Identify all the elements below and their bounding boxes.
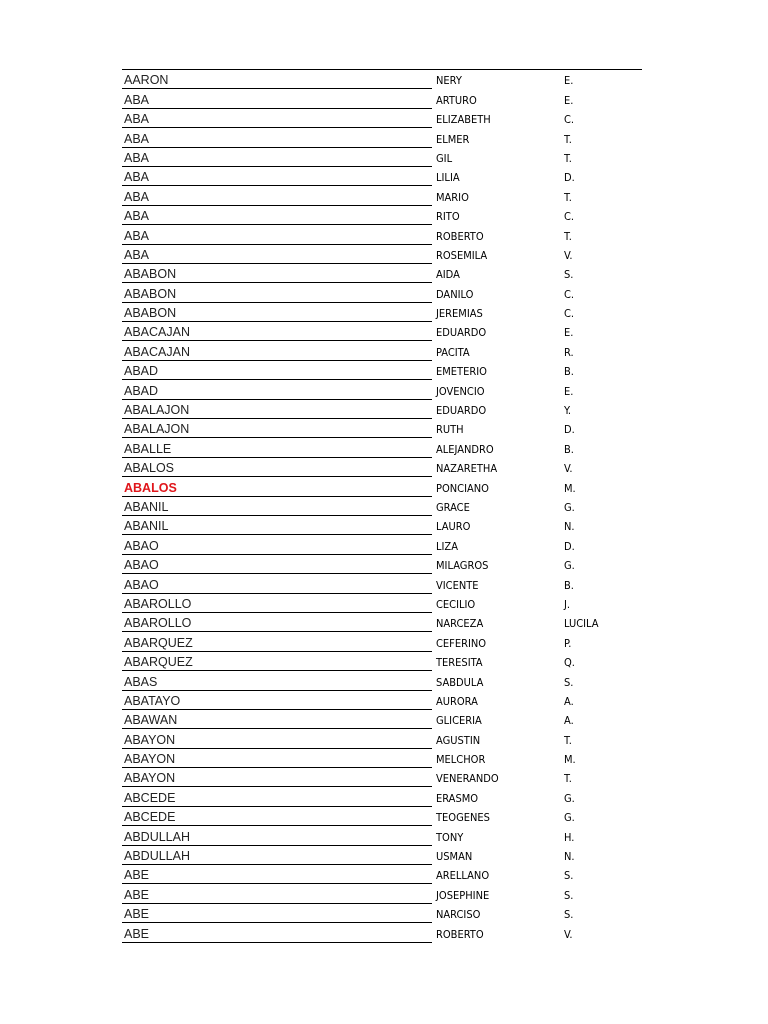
list-row bbox=[122, 380, 642, 399]
middle-initial: V. bbox=[564, 927, 573, 941]
last-name: ABA bbox=[124, 189, 150, 204]
first-name: AURORA bbox=[436, 694, 478, 708]
middle-initial: G. bbox=[564, 811, 575, 825]
middle-initial: LUCILA bbox=[564, 617, 599, 631]
last-name: ABAWAN bbox=[124, 713, 178, 728]
middle-initial: S. bbox=[564, 869, 574, 883]
first-name: USMAN bbox=[436, 850, 473, 864]
middle-initial: E. bbox=[564, 93, 574, 107]
list-row bbox=[122, 303, 642, 322]
last-name: ABARQUEZ bbox=[124, 655, 193, 670]
first-name: MILAGROS bbox=[436, 559, 489, 573]
first-name: LAURO bbox=[436, 520, 471, 534]
middle-initial: V. bbox=[564, 462, 573, 476]
list-row bbox=[122, 109, 642, 128]
list-row bbox=[122, 632, 642, 651]
middle-initial: C. bbox=[564, 210, 575, 224]
last-name: ABE bbox=[124, 907, 150, 922]
list-row bbox=[122, 884, 642, 903]
middle-initial: T. bbox=[564, 190, 572, 204]
first-name: JEREMIAS bbox=[436, 307, 483, 321]
middle-initial: R. bbox=[564, 345, 574, 359]
list-row bbox=[122, 245, 642, 264]
list-row bbox=[122, 438, 642, 457]
last-name: ABABON bbox=[124, 267, 177, 282]
last-name: ABABON bbox=[124, 306, 177, 321]
first-name: JOSEPHINE bbox=[436, 888, 490, 902]
last-name: ABE bbox=[124, 868, 150, 883]
first-name: ALEJANDRO bbox=[436, 442, 494, 456]
middle-initial: M. bbox=[564, 481, 576, 495]
list-row bbox=[122, 206, 642, 225]
first-name: SABDULA bbox=[436, 675, 484, 689]
middle-initial: M. bbox=[564, 753, 576, 767]
last-name: ABA bbox=[124, 150, 150, 165]
last-name: ABALOS bbox=[124, 480, 177, 495]
last-name: ABA bbox=[124, 112, 150, 127]
middle-initial: E. bbox=[564, 74, 574, 88]
last-name: ABAROLLO bbox=[124, 616, 192, 631]
name-list bbox=[122, 69, 642, 943]
last-name: ABATAYO bbox=[124, 693, 181, 708]
first-name: ARTURO bbox=[436, 93, 477, 107]
first-name: ARELLANO bbox=[436, 869, 490, 883]
first-name: ROBERTO bbox=[436, 229, 484, 243]
first-name: MARIO bbox=[436, 190, 469, 204]
last-name: AARON bbox=[124, 73, 169, 88]
middle-initial: J. bbox=[564, 597, 571, 611]
first-name: NARCEZA bbox=[436, 617, 484, 631]
middle-initial: S. bbox=[564, 268, 574, 282]
last-name: ABABON bbox=[124, 286, 177, 301]
last-name: ABALAJON bbox=[124, 403, 190, 418]
first-name: TERESITA bbox=[436, 656, 483, 670]
first-name: RITO bbox=[436, 210, 460, 224]
last-name: ABAYON bbox=[124, 732, 176, 747]
first-name: GLICERIA bbox=[436, 714, 482, 728]
middle-initial: S. bbox=[564, 888, 574, 902]
last-name: ABA bbox=[124, 170, 150, 185]
middle-initial: V. bbox=[564, 248, 573, 262]
first-name: JOVENCIO bbox=[436, 384, 485, 398]
middle-initial: D. bbox=[564, 171, 575, 185]
first-name: PONCIANO bbox=[436, 481, 489, 495]
middle-initial: S. bbox=[564, 908, 574, 922]
middle-initial: G. bbox=[564, 559, 575, 573]
first-name: EDUARDO bbox=[436, 326, 487, 340]
middle-initial: C. bbox=[564, 287, 575, 301]
list-row bbox=[122, 477, 642, 496]
list-row bbox=[122, 70, 642, 89]
last-name: ABAS bbox=[124, 674, 158, 689]
middle-initial: A. bbox=[564, 714, 574, 728]
first-name: ELIZABETH bbox=[436, 113, 491, 127]
middle-initial: B. bbox=[564, 365, 574, 379]
list-row bbox=[122, 497, 642, 516]
list-row bbox=[122, 613, 642, 632]
list-row bbox=[122, 787, 642, 806]
list-row bbox=[122, 264, 642, 283]
list-row bbox=[122, 826, 642, 845]
last-name: ABACAJAN bbox=[124, 344, 190, 359]
first-name: MELCHOR bbox=[436, 753, 486, 767]
middle-initial: T. bbox=[564, 229, 572, 243]
list-row bbox=[122, 768, 642, 787]
last-name: ABANIL bbox=[124, 499, 169, 514]
last-name: ABAD bbox=[124, 383, 159, 398]
middle-initial: E. bbox=[564, 384, 574, 398]
last-name: ABALOS bbox=[124, 461, 175, 476]
last-name: ABA bbox=[124, 209, 150, 224]
first-name: EMETERIO bbox=[436, 365, 487, 379]
list-row bbox=[122, 729, 642, 748]
last-name: ABE bbox=[124, 887, 150, 902]
list-row bbox=[122, 322, 642, 341]
middle-initial: N. bbox=[564, 520, 575, 534]
first-name: NARCISO bbox=[436, 908, 481, 922]
list-row bbox=[122, 128, 642, 147]
list-row bbox=[122, 555, 642, 574]
last-name: ABAO bbox=[124, 577, 159, 592]
first-name: RUTH bbox=[436, 423, 464, 437]
middle-initial: H. bbox=[564, 830, 575, 844]
list-row bbox=[122, 458, 642, 477]
middle-initial: P. bbox=[564, 636, 572, 650]
last-name: ABA bbox=[124, 247, 150, 262]
first-name: GIL bbox=[436, 151, 453, 165]
list-row bbox=[122, 225, 642, 244]
first-name: VICENTE bbox=[436, 578, 479, 592]
middle-initial: B. bbox=[564, 578, 574, 592]
first-name: LIZA bbox=[436, 539, 458, 553]
middle-initial: C. bbox=[564, 307, 575, 321]
middle-initial: Q. bbox=[564, 656, 575, 670]
list-row bbox=[122, 283, 642, 302]
first-name: TEOGENES bbox=[436, 811, 490, 825]
last-name: ABCEDE bbox=[124, 790, 176, 805]
first-name: CECILIO bbox=[436, 597, 476, 611]
list-row bbox=[122, 594, 642, 613]
middle-initial: E. bbox=[564, 326, 574, 340]
last-name: ABANIL bbox=[124, 519, 169, 534]
middle-initial: C. bbox=[564, 113, 575, 127]
first-name: VENERANDO bbox=[436, 772, 499, 786]
first-name: AIDA bbox=[436, 268, 460, 282]
first-name: ROBERTO bbox=[436, 927, 484, 941]
last-name: ABAYON bbox=[124, 771, 176, 786]
middle-initial: D. bbox=[564, 539, 575, 553]
first-name: ROSEMILA bbox=[436, 248, 488, 262]
list-row bbox=[122, 186, 642, 205]
list-row bbox=[122, 652, 642, 671]
list-row bbox=[122, 516, 642, 535]
last-name: ABCEDE bbox=[124, 810, 176, 825]
first-name: CEFERINO bbox=[436, 636, 487, 650]
list-row bbox=[122, 846, 642, 865]
last-name: ABDULLAH bbox=[124, 829, 190, 844]
first-name: PACITA bbox=[436, 345, 470, 359]
list-row bbox=[122, 419, 642, 438]
list-row bbox=[122, 89, 642, 108]
list-row bbox=[122, 167, 642, 186]
first-name: ELMER bbox=[436, 132, 470, 146]
last-name: ABDULLAH bbox=[124, 849, 190, 864]
first-name: ERASMO bbox=[436, 791, 479, 805]
middle-initial: T. bbox=[564, 132, 572, 146]
list-row bbox=[122, 361, 642, 380]
first-name: GRACE bbox=[436, 500, 470, 514]
list-row bbox=[122, 671, 642, 690]
list-row bbox=[122, 535, 642, 554]
last-name: ABA bbox=[124, 92, 150, 107]
list-row bbox=[122, 400, 642, 419]
last-name: ABAYON bbox=[124, 752, 176, 767]
first-name: NERY bbox=[436, 74, 462, 88]
first-name: EDUARDO bbox=[436, 404, 487, 418]
middle-initial: A. bbox=[564, 694, 574, 708]
last-name: ABA bbox=[124, 228, 150, 243]
middle-initial: B. bbox=[564, 442, 574, 456]
middle-initial: Y. bbox=[564, 404, 571, 418]
list-row bbox=[122, 749, 642, 768]
list-row bbox=[122, 148, 642, 167]
last-name: ABACAJAN bbox=[124, 325, 190, 340]
last-name: ABAROLLO bbox=[124, 596, 192, 611]
last-name: ABA bbox=[124, 131, 150, 146]
middle-initial: T. bbox=[564, 733, 572, 747]
list-row bbox=[122, 574, 642, 593]
middle-initial: G. bbox=[564, 500, 575, 514]
list-row bbox=[122, 710, 642, 729]
last-name: ABARQUEZ bbox=[124, 635, 193, 650]
last-name: ABAO bbox=[124, 538, 159, 553]
first-name: TONY bbox=[436, 830, 464, 844]
middle-initial: T. bbox=[564, 151, 572, 165]
middle-initial: G. bbox=[564, 791, 575, 805]
last-name: ABALAJON bbox=[124, 422, 190, 437]
last-name: ABE bbox=[124, 926, 150, 941]
middle-initial: S. bbox=[564, 675, 574, 689]
first-name: NAZARETHA bbox=[436, 462, 498, 476]
list-row bbox=[122, 904, 642, 923]
first-name: LILIA bbox=[436, 171, 460, 185]
first-name: AGUSTIN bbox=[436, 733, 481, 747]
middle-initial: D. bbox=[564, 423, 575, 437]
list-row bbox=[122, 923, 642, 942]
list-row bbox=[122, 691, 642, 710]
last-name: ABALLE bbox=[124, 441, 172, 456]
last-name: ABAD bbox=[124, 364, 159, 379]
middle-initial: N. bbox=[564, 850, 575, 864]
middle-initial: T. bbox=[564, 772, 572, 786]
list-row bbox=[122, 865, 642, 884]
last-name: ABAO bbox=[124, 558, 159, 573]
first-name: DANILO bbox=[436, 287, 474, 301]
list-row bbox=[122, 807, 642, 826]
list-row bbox=[122, 341, 642, 360]
